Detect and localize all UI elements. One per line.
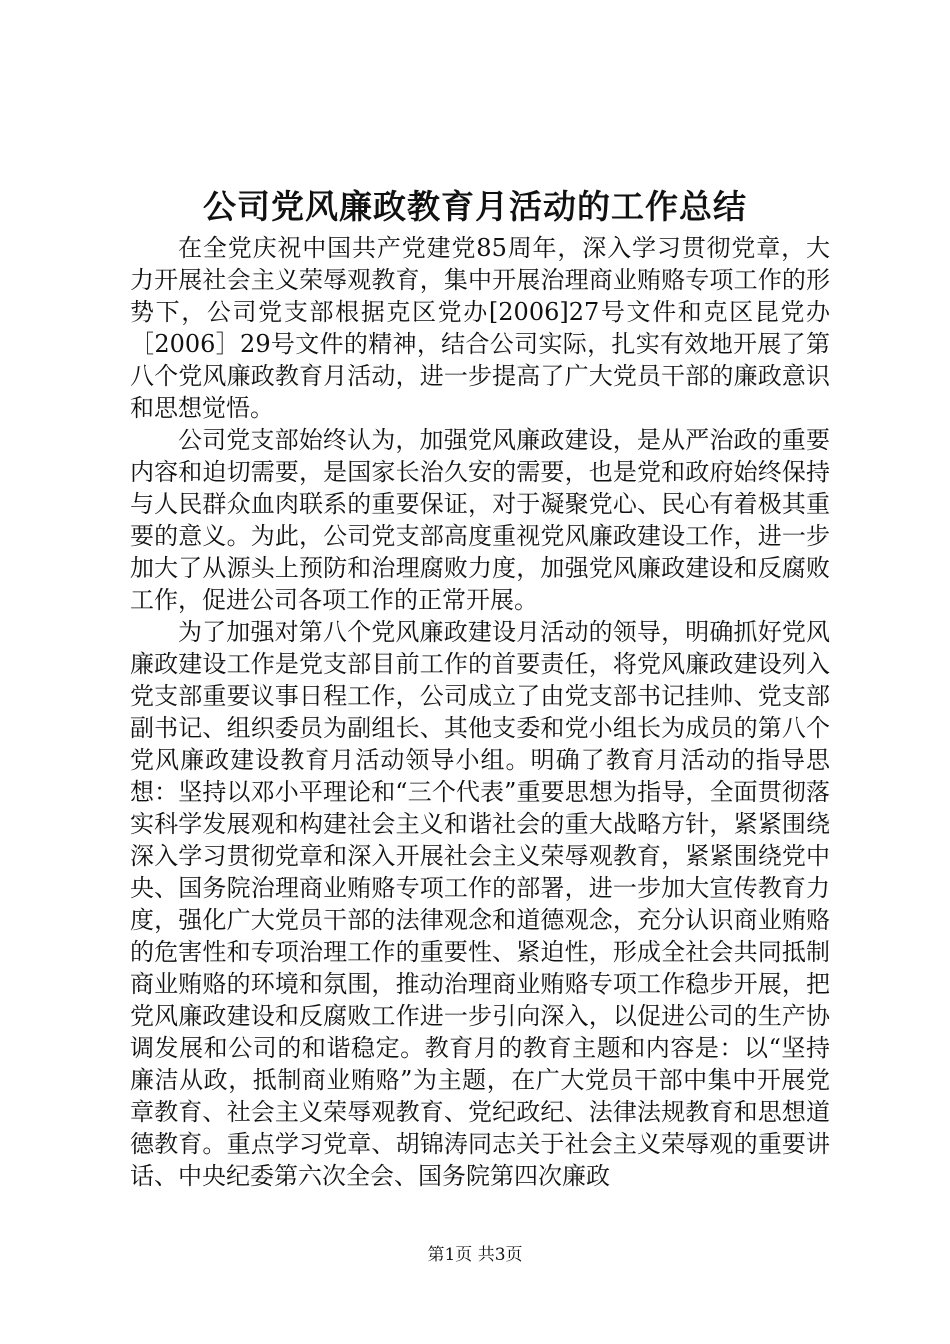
paragraph-2: 公司党支部始终认为，加强党风廉政建设，是从严治政的重要内容和迫切需要，是国家长治久安的需要，也是党和政府始终保持与人民群众血肉联系的重要保证，对于凝聚党心、民心有着极其重要的意义。为此，公司党支部高度重视党风廉政建设工作，进一步加大了从源头上预防和治理腐败力度，加强党风廉政建设和反腐败工作，促进公司各项工作的正常开展。 bbox=[130, 426, 830, 614]
paragraph-1: 在全党庆祝中国共产党建党85周年，深入学习贯彻党章，大力开展社会主义荣辱观教育，集中开展治理商业贿赂专项工作的形势下，公司党支部根据克区党办[2006]27号文件和克区昆党办［2006］29号文件的精神，结合公司实际，扎实有效地开展了第八个党风廉政教育月活动，进一步提高了广大党员干部的廉政意识和思想觉悟。 bbox=[130, 234, 830, 422]
document-title: 公司党风廉政教育月活动的工作总结 bbox=[203, 187, 747, 226]
page-number-footer: 第1页 共3页 bbox=[427, 1245, 523, 1265]
paragraph-3: 为了加强对第八个党风廉政建设月活动的领导，明确抓好党风廉政建设工作是党支部目前工作的首要责任，将党风廉政建设列入党支部重要议事日程工作，公司成立了由党支部书记挂帅、党支部副书记、组织委员为副组长、其他支委和党小组长为成员的第八个党风廉政建设教育月活动领导小组。明确了教育月活动的指导思想：坚持以邓小平理论和“三个代表”重要思想为指导，全面贯彻落实科学发展观和构建社会主义和谐社会的重大战略方针，紧紧围绕深入学习贯彻党章和深入开展社会主义荣辱观教育，紧紧围绕党中央、国务院治理商业贿赂专项工作的部署，进一步加大宣传教育力度，强化广大党员干部的法律观念和道德观念，充分认识商业贿赂的危害性和专项治理工作的重要性、紧迫性，形成全社会共同抵制商业贿赂的环境和氛围，推动治理商业贿赂专项工作稳步开展，把党风廉政建设和反腐败工作进一步引向深入，以促进公司的生产协调发展和公司的和谐稳定。教育月的教育主题和内容是：以“坚持廉洁从政，抵制商业贿赂”为主题，在广大党员干部中集中开展党章教育、社会主义荣辱观教育、党纪政纪、法律法规教育和思想道德教育。重点学习党章、胡锦涛同志关于社会主义荣辱观的重要讲话、中央纪委第六次全会、国务院第四次廉政 bbox=[130, 618, 830, 1190]
document-body bbox=[130, 232, 830, 1192]
